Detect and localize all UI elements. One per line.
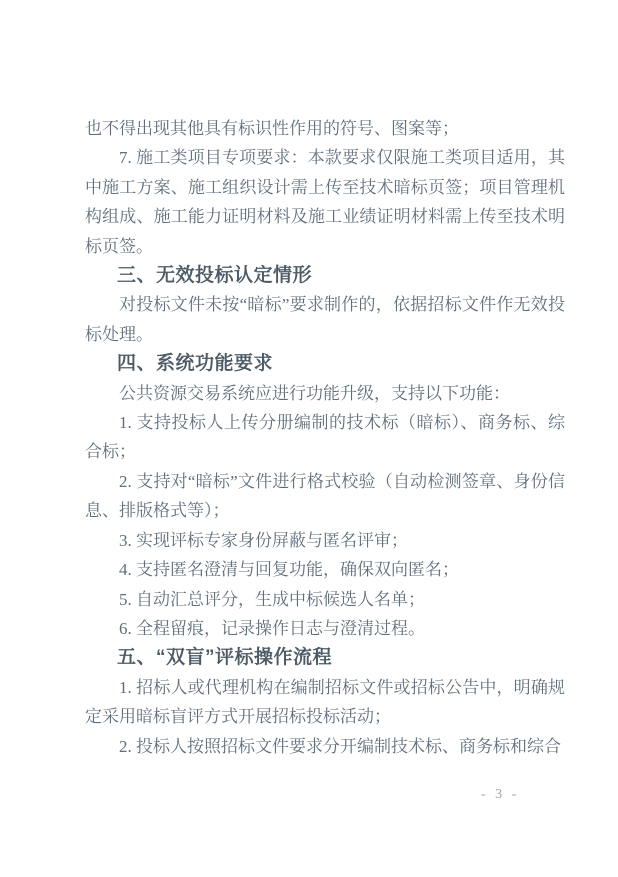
list-item-3: 3. 实现评标专家身份屏蔽与匿名评审； — [119, 530, 408, 550]
document-body — [85, 114, 565, 761]
paragraph-continuation: 也不得出现其他具有标识性作用的符号、图案等； — [85, 119, 459, 138]
heading-section-3-invalid-bid: 三、无效投标认定情形 — [117, 265, 313, 287]
paragraph-invalid-bid: 对投标文件未按“暗标”要求制作的，依据招标文件作无效投标处理。 — [85, 295, 565, 344]
list-item-6: 6. 全程留痕，记录操作日志与澄清过程。 — [119, 618, 425, 638]
heading-section-5-double-blind-process: 五、“双盲”评标操作流程 — [117, 647, 333, 669]
list-item-2: 2. 支持对“暗标”文件进行格式校验（自动检测签章、身份信息、排版格式等）； — [85, 471, 565, 521]
list-item-5: 5. 自动汇总评分，生成中标候选人名单； — [119, 589, 425, 609]
list-item-4: 4. 支持匿名澄清与回复功能，确保双向匿名； — [119, 560, 459, 580]
paragraph-item-7: 7. 施工类项目专项要求：本款要求仅限施工类项目适用，其中施工方案、施工组织设计需上传至技术暗标页签；项目管理机构组成、施工能力证明材料及施工业绩证明材料需上传至技术明标页签。 — [85, 148, 565, 256]
page-number: - 3 - — [481, 787, 520, 802]
paragraph-system-intro: 公共资源交易系统应进行功能升级，支持以下功能： — [119, 383, 510, 403]
heading-section-4-system-requirements: 四、系统功能要求 — [117, 353, 274, 375]
process-step-1: 1. 招标人或代理机构在编制招标文件或招标公告中，明确规定采用暗标盲评方式开展招标投标活动； — [85, 677, 565, 727]
process-step-2: 2. 投标人按照招标文件要求分开编制技术标、商务标和综合 — [119, 736, 561, 756]
list-item-1: 1. 支持投标人上传分册编制的技术标（暗标）、商务标、综合标； — [85, 413, 565, 462]
